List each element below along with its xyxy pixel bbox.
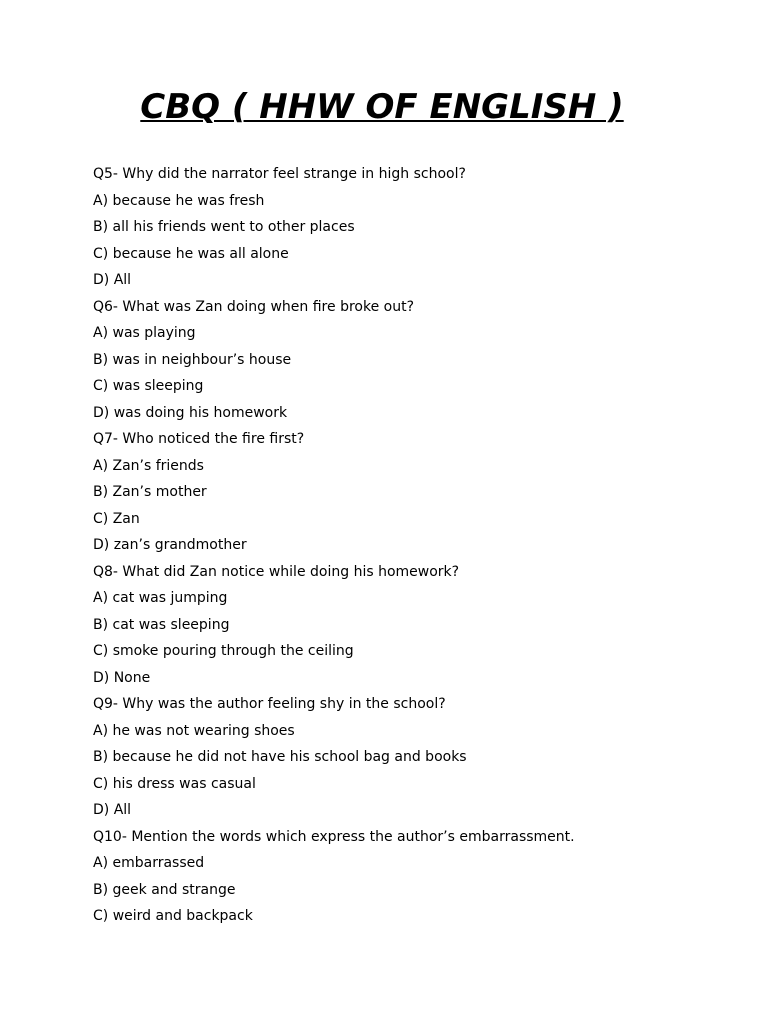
question-10-option-c: C) weird and backpack <box>93 908 253 924</box>
question-7-option-a: A) Zan’s friends <box>93 457 204 474</box>
question-9-option-d: D) All <box>93 802 132 818</box>
question-8-option-d: D) None <box>93 669 151 686</box>
document-title-text: CBQ ( HHW OF ENGLISH ) <box>140 87 624 127</box>
question-7: Q7- Who noticed the fire first? <box>93 431 305 447</box>
question-8-option-b: B) cat was sleeping <box>93 616 230 633</box>
question-7-option-b: B) Zan’s mother <box>93 484 207 500</box>
question-5-option-d: D) All <box>93 272 132 288</box>
question-6: Q6- What was Zan doing when fire broke out? <box>93 298 415 315</box>
question-10-option-a: A) embarrassed <box>93 855 205 871</box>
question-7-option-d: D) zan’s grandmother <box>93 537 247 553</box>
question-9: Q9- Why was the author feeling shy in the school? <box>93 696 446 712</box>
question-10: Q10- Mention the words which express the author’s embarrassment. <box>93 828 575 845</box>
question-list <box>93 163 733 932</box>
question-10-option-b: B) geek and strange <box>93 881 236 898</box>
question-7-option-c: C) Zan <box>93 510 140 527</box>
question-5: Q5- Why did the narrator feel strange in high school? <box>93 166 466 182</box>
question-6-option-b: B) was in neighbour’s house <box>93 351 292 368</box>
question-5-option-a: A) because he was fresh <box>93 192 265 209</box>
document-title <box>0 86 764 128</box>
question-6-option-a: A) was playing <box>93 325 196 341</box>
question-6-option-d: D) was doing his homework <box>93 404 288 421</box>
question-6-option-c: C) was sleeping <box>93 378 204 394</box>
question-8: Q8- What did Zan notice while doing his homework? <box>93 563 460 580</box>
question-8-option-a: A) cat was jumping <box>93 590 228 606</box>
question-9-option-b: B) because he did not have his school bag and books <box>93 749 467 765</box>
question-9-option-c: C) his dress was casual <box>93 775 256 792</box>
question-5-option-c: C) because he was all alone <box>93 245 289 262</box>
question-9-option-a: A) he was not wearing shoes <box>93 722 295 739</box>
question-8-option-c: C) smoke pouring through the ceiling <box>93 643 354 659</box>
question-5-option-b: B) all his friends went to other places <box>93 219 355 235</box>
